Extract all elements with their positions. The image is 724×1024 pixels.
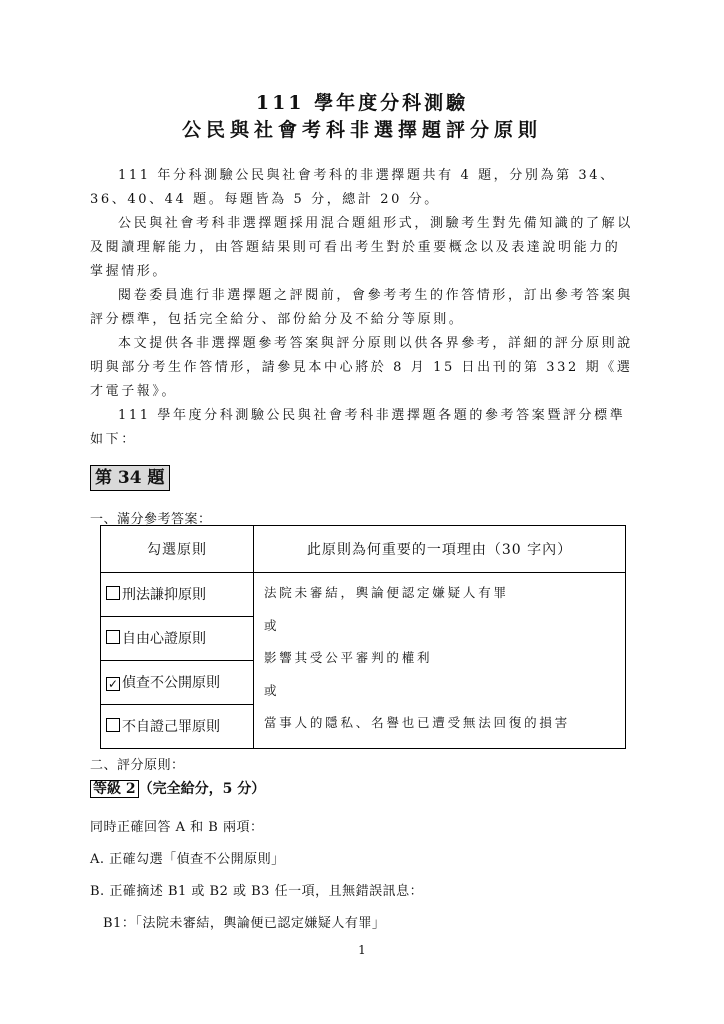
page-number: 1 — [358, 943, 366, 957]
table-header-reason: 此原則為何重要的一項理由（30 字內） — [254, 526, 626, 573]
criteria-b1: B1：「法院未審結，輿論便已認定嫌疑人有罪」 — [103, 916, 386, 931]
section-full-answer: 一、滿分參考答案： — [90, 512, 212, 527]
intro-paragraph-5: 111 學年度分科測驗公民與社會考科非選擇題各題的參考答案暨評分標準如下： — [90, 408, 626, 447]
option-label: 偵查不公開原則 — [122, 675, 220, 692]
intro-paragraph-2: 公民與社會考科非選擇題採用混合題組形式，測驗考生對先備知識的了解以及閱讀理解能力，由答題結果則可看出考生對於重要概念以及表達說明能力的掌握情形。 — [90, 216, 633, 279]
section-scoring: 二、評分原則： — [90, 758, 185, 773]
option-row — [101, 660, 254, 704]
answer-table — [100, 525, 626, 749]
reason-or-1: 或 — [264, 617, 280, 633]
checkbox-icon — [106, 586, 120, 600]
reason-b3: 當事人的隱私、名譽也已遭受無法回復的損害 — [264, 715, 571, 730]
grade-desc: （完全給分，5 分） — [138, 781, 266, 797]
criteria-intro: 同時正確回答 A 和 B 兩項： — [90, 820, 264, 835]
grade-label: 等級 2 — [90, 780, 139, 798]
document-subtitle: 公民與社會考科非選擇題評分原則 — [181, 119, 542, 141]
intro-paragraph-3: 閱卷委員進行非選擇題之評閱前，會參考考生的作答情形，訂出參考答案與評分標準，包括完全給分、部份給分及不給分等原則。 — [90, 288, 633, 327]
checkbox-icon — [106, 718, 120, 732]
option-label: 刑法謙抑原則 — [122, 587, 206, 604]
intro-paragraph-1: 111 年分科測驗公民與社會考科的非選擇題共有 4 題，分別為第 34、36、40、44 題。每題皆為 5 分，總計 20 分。 — [90, 168, 616, 207]
table-header-principle: 勾選原則 — [101, 526, 254, 573]
reason-b1: 法院未審結，輿論便認定嫌疑人有罪 — [264, 585, 509, 600]
option-row — [101, 616, 254, 660]
option-row — [101, 573, 254, 617]
option-label: 自由心證原則 — [122, 631, 206, 648]
criteria-b: B. 正確摘述 B1 或 B2 或 B3 任一項，且無錯誤訊息： — [90, 884, 424, 899]
grade-line — [90, 778, 265, 798]
intro-paragraph-4: 本文提供各非選擇題參考答案與評分原則以供各界參考，詳細的評分原則說明與部分考生作答情形，請參見本中心將於 8 月 15 日出刊的第 332 期《選才電子報》。 — [90, 336, 633, 399]
reason-cell — [254, 573, 626, 749]
option-label: 不自證己罪原則 — [122, 719, 220, 736]
criteria-a: A. 正確勾選「偵查不公開原則」 — [90, 852, 285, 867]
option-row — [101, 704, 254, 748]
checked-checkbox-icon: ✓ — [107, 677, 119, 692]
question-header: 第 34 題 — [90, 465, 170, 491]
reason-b2: 影響其受公平審判的權利 — [264, 650, 433, 665]
checkbox-icon — [106, 630, 120, 644]
reason-or-2: 或 — [264, 682, 280, 698]
document-title: 111 學年度分科測驗 — [255, 92, 469, 114]
